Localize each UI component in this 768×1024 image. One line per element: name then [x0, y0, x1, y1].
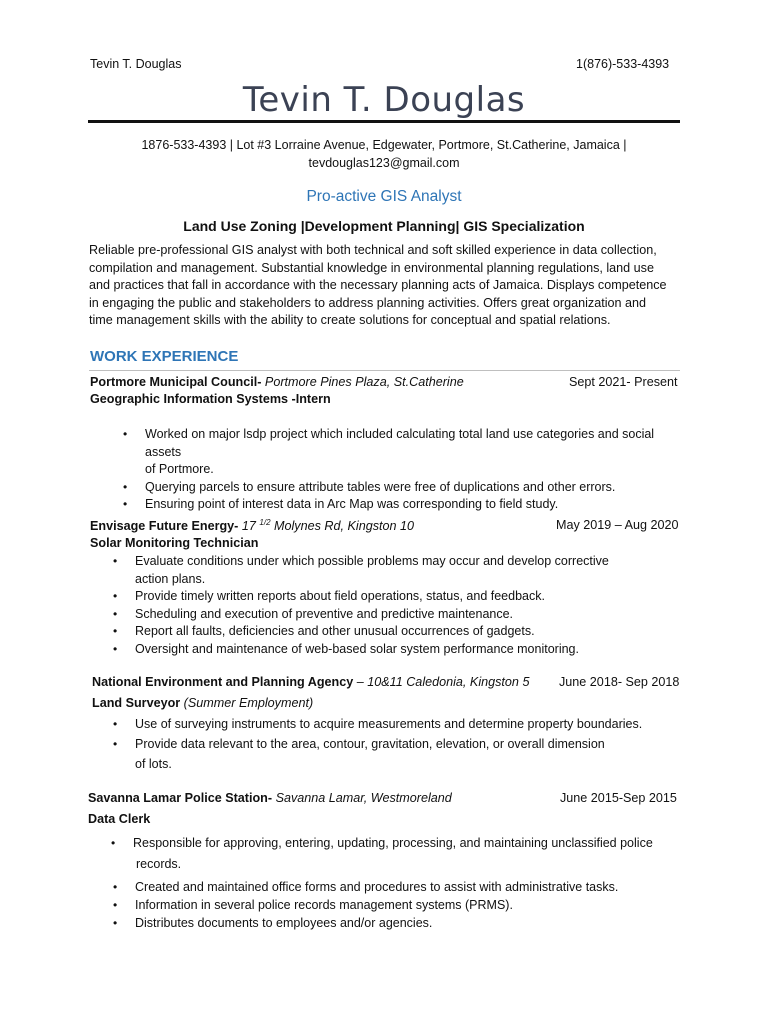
list-item: • Oversight and maintenance of web-based solar system performance monitoring.: [113, 641, 579, 656]
contact-email: tevdouglas123@gmail.com: [308, 156, 460, 170]
job-4-role: Data Clerk: [88, 812, 151, 826]
job-3-duties: [113, 714, 685, 774]
list-item: • Created and maintained office forms and procedures to assist with administrative tasks.: [113, 880, 619, 894]
list-item: • Information in several police records management systems (PRMS).: [113, 898, 513, 912]
list-item: • Provide data relevant to the area, contour, gravitation, elevation, or overall dimension: [113, 737, 605, 751]
job-3-org: National Environment and Planning Agency: [92, 675, 354, 689]
contact-line-1: 1876-533-4393 | Lot #3 Lorraine Avenue, Edgewater, Portmore, St.Catherine, Jamaica |: [141, 138, 627, 152]
job-4-location: Savanna Lamar, Westmoreland: [272, 791, 452, 805]
professional-title: Pro-active GIS Analyst: [306, 188, 462, 205]
summary-line: Reliable pre-professional GIS analyst with both technical and soft skilled experience in data collection,: [89, 243, 657, 257]
list-item: • Use of surveying instruments to acquire measurements and determine property boundaries.: [113, 717, 643, 731]
job-2-org: Envisage Future Energy-: [90, 519, 239, 534]
job-2-duties: [113, 553, 685, 658]
list-item: • Worked on major lsdp project which included calculating total land use categories and social assets: [123, 427, 655, 459]
list-item: • Responsible for approving, entering, updating, processing, and maintaining unclassified police: [111, 836, 653, 850]
job-1-location: Portmore Pines Plaza, St.Catherine: [261, 375, 464, 389]
list-item: • Provide timely written reports about field operations, status, and feedback.: [113, 589, 545, 603]
job-3-header: [92, 675, 529, 689]
job-2-role: Solar Monitoring Technician: [90, 536, 259, 550]
list-item: • Scheduling and execution of preventive and predictive maintenance.: [113, 606, 514, 621]
section-heading-work-experience: WORK EXPERIENCE: [90, 348, 239, 365]
specialization-line: Land Use Zoning |Development Planning| GIS Specialization: [183, 218, 585, 234]
page-title: Tevin T. Douglas: [242, 80, 526, 120]
list-item-continued: of lots.: [135, 757, 172, 771]
summary-line: in engaging the public and stakeholders to address planning activities. Offers great organization and: [89, 295, 647, 310]
job-4-duties: [111, 833, 685, 875]
summary-line: time management skills with the ability to create solutions for conceptual and spatial relations.: [89, 313, 611, 328]
job-1-org: Portmore Municipal Council-: [90, 375, 262, 389]
job-1-role: Geographic Information Systems -Intern: [90, 392, 331, 406]
list-item-continued: action plans.: [135, 571, 206, 586]
job-2-dates: May 2019 – Aug 2020: [556, 518, 679, 532]
job-4-org: Savanna Lamar Police Station-: [88, 791, 273, 805]
list-item: • Evaluate conditions under which possible problems may occur and develop corrective: [113, 554, 609, 568]
list-item: • Ensuring point of interest data in Arc Map was corresponding to field study.: [123, 497, 559, 511]
summary-line: compilation and management. Substantial knowledge in environmental planning regulations, land use: [89, 260, 654, 275]
list-item: • Report all faults, deficiencies and other unusual occurrences of gadgets.: [113, 624, 535, 638]
header-phone-small: 1(876)-533-4393: [576, 57, 670, 71]
summary-line: and practices that fall in accordance with the necessary planning acts of Jamaica. Displays competence: [89, 278, 667, 293]
job-4-header: [88, 791, 452, 805]
name-banner: [88, 80, 680, 123]
summary-paragraph: [89, 242, 681, 330]
job-4-dates: June 2015-Sep 2015: [560, 791, 677, 805]
job-1-dates: Sept 2021- Present: [569, 375, 678, 389]
job-3-role: Land Surveyor (Summer Employment): [92, 696, 314, 710]
section-divider: [89, 370, 680, 371]
job-2-location: 17 $^{1/2}$ Molynes Rd, Kingston 10: [238, 518, 415, 534]
list-item: • Distributes documents to employees and/or agencies.: [113, 916, 433, 930]
job-4-duties-more: [113, 878, 685, 932]
header-name-small: Tevin T. Douglas: [90, 57, 182, 71]
job-1-duties: [123, 426, 685, 514]
job-3-dates: June 2018- Sep 2018: [559, 675, 680, 689]
job-2-header: [90, 518, 414, 533]
list-item-continued: of Portmore.: [145, 462, 214, 476]
job-3-location: – 10&11 Caledonia, Kingston 5: [353, 675, 530, 689]
list-item: • Querying parcels to ensure attribute tables were free of duplications and other errors.: [123, 479, 616, 494]
job-1-header: [90, 375, 464, 389]
list-item-continued: records.: [136, 857, 182, 871]
